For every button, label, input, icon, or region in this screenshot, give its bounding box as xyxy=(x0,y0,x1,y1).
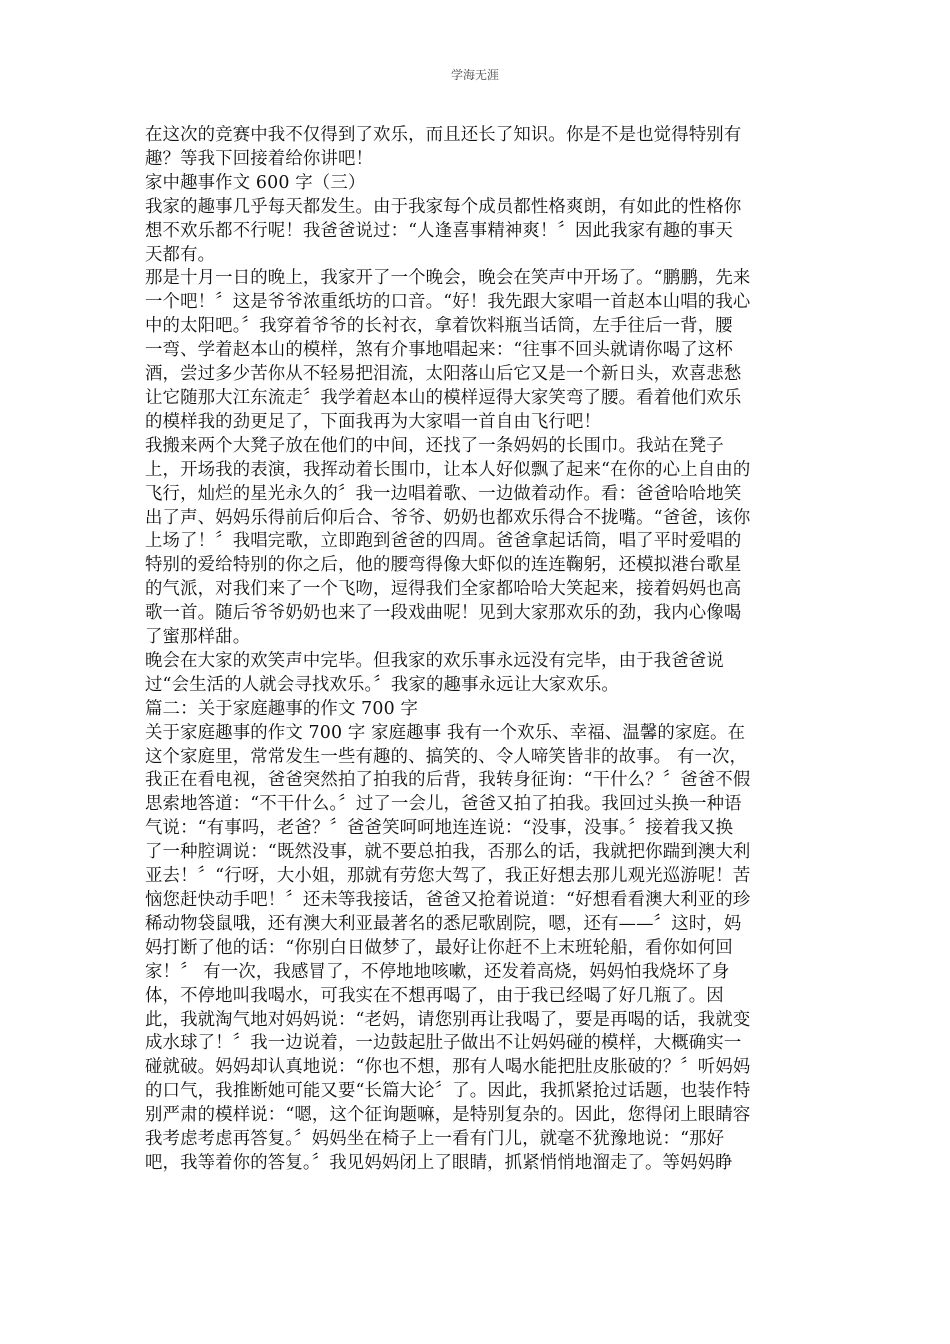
page-header: 学海无涯 xyxy=(450,68,499,82)
text-line: 我正在看电视，爸爸突然拍了拍我的后背，我转身征询：“干什么？〞爸爸不假 xyxy=(145,770,751,791)
text-line: 在这次的竞赛中我不仅得到了欢乐，而且还长了知识。你是不是也觉得特别有 xyxy=(145,125,742,145)
text-line: 了一种腔调说：“既然没事，就不要总拍我，否那么的话，我就把你踹到澳大利 xyxy=(145,842,751,863)
text-line: 一弯、学着赵本山的模样，煞有介事地唱起来：“往事不回头就请你喝了这杯 xyxy=(145,340,733,361)
section-title: 篇二：关于家庭趣事的作文 700 字 xyxy=(145,698,419,719)
text-line: 中的太阳吧。〞我穿着爷爷的长衬衣，拿着饮料瓶当话筒，左手往后一背，腰 xyxy=(145,316,733,337)
section-title: 家中趣事作文 600 字（三） xyxy=(145,172,366,193)
text-line: 成水球了！〞我一边说着，一边鼓起肚子做出不让妈妈碰的模样，大概确实一 xyxy=(145,1033,742,1054)
text-line: 别严肃的模样说：“嗯，这个征询题嘛，是特别复杂的。因此，您得闭上眼睛容 xyxy=(145,1105,751,1126)
text-line: 我家的趣事几乎每天都发生。由于我家每个成员都性格爽朗，有如此的性格你 xyxy=(145,196,742,217)
text-line: 歌一首。随后爷爷奶奶也来了一段戏曲呢！见到大家那欢乐的劲，我内心像喝 xyxy=(145,603,742,624)
text-line: 气说：“有事吗，老爸？〞爸爸笑呵呵地连连说：“没事，没事。〞接着我又换 xyxy=(145,818,734,839)
text-line: 吧，我等着你的答复。〞我见妈妈闭上了眼睛，抓紧悄悄地溜走了。等妈妈睁 xyxy=(145,1152,733,1173)
text-line: 上，开场我的表演，我挥动着长围巾，让本人好似飘了起来“在你的心上自由的 xyxy=(145,459,751,480)
text-line: 飞行，灿烂的星光永久的〞我一边唱着歌、一边做着动作。看：爸爸哈哈地笑 xyxy=(145,483,742,504)
text-line: 天都有。 xyxy=(145,244,216,265)
text-line: 酒，尝过多少苦你从不轻易把泪流，太阳落山后它又是一个新日头，欢喜悲愁 xyxy=(145,364,742,385)
text-line: 亚去！〞“行呀，大小姐，那就有劳您大驾了，我正好想去那儿观光巡游呢！苦 xyxy=(145,866,751,887)
document-body xyxy=(145,124,805,1176)
text-line: 稀动物袋鼠哦，还有澳大利亚最著名的悉尼歌剧院，嗯，还有——〞这时，妈 xyxy=(145,913,742,934)
text-line: 我搬来两个大凳子放在他们的中间，还找了一条妈妈的长围巾。我站在凳子 xyxy=(145,435,724,456)
text-line: 此，我就淘气地对妈妈说：“老妈，请您别再让我喝了，要是再喝的话，我就变 xyxy=(145,1009,751,1030)
text-line: 出了声、妈妈乐得前后仰后合、爷爷、奶奶也都欢乐得合不拢嘴。“爸爸，该你 xyxy=(145,507,751,528)
text-line: 了蜜那样甜。 xyxy=(145,627,251,648)
text-line: 过“会生活的人就会寻找欢乐。〞我家的趣事永远让大家欢乐。 xyxy=(145,674,619,695)
text-line: 妈打断了他的话：“你别白日做梦了，最好让你赶不上末班轮船，看你如何回 xyxy=(145,937,733,958)
text-line: 恼您赶快动手吧！〞还未等我接话，爸爸又抢着说道：“好想看看澳大利亚的珍 xyxy=(145,890,751,910)
text-line: 的口气，我推断她可能又要“长篇大论〞了。因此，我抓紧抢过话题，也装作特 xyxy=(145,1081,751,1102)
text-line: 晚会在大家的欢笑声中完毕。但我家的欢乐事永远没有完毕，由于我爸爸说 xyxy=(145,650,724,671)
text-line: 趣？等我下回接着给你讲吧！ xyxy=(145,148,374,169)
text-line: 上场了！〞我唱完歌，立即跑到爸爸的四周。爸爸拿起话筒，唱了平时爱唱的 xyxy=(145,531,742,552)
text-line: 体，不停地叫我喝水，可我实在不想再喝了，由于我已经喝了好几瓶了。因 xyxy=(145,985,724,1006)
text-line: 一个吧！〞这是爷爷浓重纸坊的口音。“好！我先跟大家唱一首赵本山唱的我心 xyxy=(145,292,751,313)
text-line: 这个家庭里，常常发生一些有趣的、搞笑的、令人啼笑皆非的故事。 有一次， xyxy=(145,746,748,767)
text-line: 家！〞 有一次，我感冒了，不停地地咳嗽，还发着高烧，妈妈怕我烧坏了身 xyxy=(145,961,730,982)
text-line: 想不欢乐都不行呢！我爸爸说过：“人逢喜事精神爽！〞因此我家有趣的事天 xyxy=(145,220,733,241)
text-line: 特别的爱给特别的你之后，他的腰弯得像大虾似的连连鞠躬，还模拟港台歌星 xyxy=(145,555,742,576)
text-line: 我考虑考虑再答复。〞妈妈坐在椅子上一看有门儿，就毫不犹豫地说：“那好 xyxy=(145,1129,725,1150)
text-line: 碰就破。妈妈却认真地说：“你也不想，那有人喝水能把肚皮胀破的？〞听妈妈 xyxy=(145,1057,751,1078)
text-line: 那是十月一日的晚上，我家开了一个晚会，晚会在笑声中开场了。“鹏鹏，先来 xyxy=(145,268,751,289)
text-line: 的模样我的劲更足了，下面我再为大家唱一首自由飞行吧！ xyxy=(145,411,602,432)
text-line: 思索地答道：“不干什么。〞过了一会儿，爸爸又拍了拍我。我回过头换一种语 xyxy=(145,794,742,815)
text-line: 的气派，对我们来了一个飞吻，逗得我们全家都哈哈大笑起来，接着妈妈也高 xyxy=(145,579,742,600)
text-line: 让它随那大江东流走〞我学着赵本山的模样逗得大家笑弯了腰。看着他们欢乐 xyxy=(145,387,742,408)
text-line: 关于家庭趣事的作文 700 字 家庭趣事 我有一个欢乐、幸福、温馨的家庭。在 xyxy=(145,722,746,743)
